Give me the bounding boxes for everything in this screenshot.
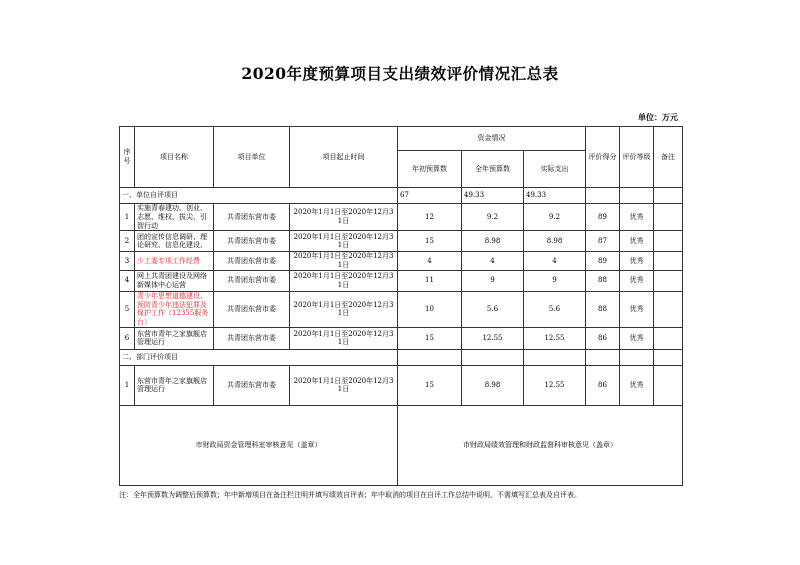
cell-remark <box>654 270 683 291</box>
cell-actual: 9 <box>524 270 586 291</box>
section-title: 二、部门评价项目 <box>120 349 398 365</box>
header-actual-spend: 实际支出 <box>524 151 586 188</box>
cell-period: 2020年1月1日至2020年12月31日 <box>290 327 398 349</box>
cell-annual: 9.2 <box>462 204 524 231</box>
cell-project-name: 东营市青年之家旗舰店管理运行 <box>135 327 214 349</box>
table-row <box>120 204 683 231</box>
cell-actual: 12.55 <box>524 327 586 349</box>
cell-score: 88 <box>586 270 620 291</box>
cell-project-name: 东营市青年之家旗舰店管理运行 <box>135 365 214 405</box>
cell-project-name: 团的宣传信息调研、理论研究、信息化建设、 <box>135 231 214 252</box>
header-project-unit: 项目单位 <box>214 127 290 188</box>
cell-grade: 优秀 <box>620 252 654 271</box>
cell-remark <box>654 252 683 271</box>
cell-actual: 5.6 <box>524 291 586 327</box>
cell-seq: 4 <box>120 270 135 291</box>
section-total-initial: 67 <box>398 188 462 204</box>
section-total-actual: 49.33 <box>524 188 586 204</box>
table-row <box>120 231 683 252</box>
cell-period: 2020年1月1日至2020年12月31日 <box>290 252 398 271</box>
cell-project-unit: 共青团东营市委 <box>214 231 290 252</box>
cell-project-name: 实施青春建功、创业、志愿、维权、拔尖、引智行动 <box>135 204 214 231</box>
section-title: 一、单位自评项目 <box>120 188 398 204</box>
cell-project-name: 网上共青团建设及网络新媒体中心运营 <box>135 270 214 291</box>
footnote: 注：全年预算数为调整后预算数；年中新增项目在备注栏注明并填写绩效自评表；年中取消的项目在自评工作总结中说明，不需填写汇总表及自评表。 <box>119 491 581 499</box>
summary-table <box>119 126 683 486</box>
signature-row <box>120 405 683 485</box>
section-row <box>120 349 683 365</box>
section-row <box>120 188 683 204</box>
cell-grade: 优秀 <box>620 365 654 405</box>
cell-seq: 3 <box>120 252 135 271</box>
cell-annual: 8.98 <box>462 365 524 405</box>
header-grade: 评价等级 <box>620 127 654 188</box>
cell-annual: 8.98 <box>462 231 524 252</box>
cell-grade: 优秀 <box>620 204 654 231</box>
table-row <box>120 365 683 405</box>
cell-actual: 12.55 <box>524 365 586 405</box>
cell-score: 86 <box>586 365 620 405</box>
signature-right: 市财政局绩效管理和财政监督科审核意见（盖章） <box>398 405 683 485</box>
signature-left: 市财政局资金管理科室审核意见（盖章） <box>120 405 398 485</box>
cell-seq: 1 <box>120 204 135 231</box>
cell-score: 89 <box>586 204 620 231</box>
header-period: 项目起止时间 <box>290 127 398 188</box>
header-funds: 资金情况 <box>398 127 586 151</box>
cell-seq: 1 <box>120 365 135 405</box>
cell-remark <box>654 327 683 349</box>
cell-remark <box>654 204 683 231</box>
cell-remark <box>654 231 683 252</box>
header-score: 评价得分 <box>586 127 620 188</box>
cell-grade: 优秀 <box>620 270 654 291</box>
header-annual-budget: 全年预算数 <box>462 151 524 188</box>
cell-period: 2020年1月1日至2020年12月31日 <box>290 291 398 327</box>
cell-grade: 优秀 <box>620 231 654 252</box>
cell-score: 86 <box>586 327 620 349</box>
cell-period: 2020年1月1日至2020年12月31日 <box>290 231 398 252</box>
cell-seq: 5 <box>120 291 135 327</box>
header-project-name: 项目名称 <box>135 127 214 188</box>
cell-score: 89 <box>586 252 620 271</box>
cell-actual: 9.2 <box>524 204 586 231</box>
cell-initial: 15 <box>398 327 462 349</box>
cell-annual: 4 <box>462 252 524 271</box>
cell-project-name: 少工委专项工作经费 <box>135 252 214 271</box>
cell-project-name: 青少年思想道德建设、预防青少年违法犯罪及保护工作（12355服务台） <box>135 291 214 327</box>
cell-project-unit: 共青团东营市委 <box>214 252 290 271</box>
cell-initial: 15 <box>398 365 462 405</box>
cell-annual: 9 <box>462 270 524 291</box>
cell-score: 87 <box>586 231 620 252</box>
cell-project-unit: 共青团东营市委 <box>214 365 290 405</box>
cell-initial: 12 <box>398 204 462 231</box>
cell-actual: 4 <box>524 252 586 271</box>
cell-initial: 15 <box>398 231 462 252</box>
document-title: 2020年度预算项目支出绩效评价情况汇总表 <box>241 64 559 83</box>
cell-actual: 8.98 <box>524 231 586 252</box>
table-row <box>120 327 683 349</box>
cell-project-unit: 共青团东营市委 <box>214 291 290 327</box>
cell-initial: 10 <box>398 291 462 327</box>
table-row <box>120 252 683 271</box>
cell-initial: 11 <box>398 270 462 291</box>
header-seq: 序号 <box>120 127 135 188</box>
table-row <box>120 291 683 327</box>
cell-initial: 4 <box>398 252 462 271</box>
cell-grade: 优秀 <box>620 291 654 327</box>
cell-project-unit: 共青团东营市委 <box>214 204 290 231</box>
cell-period: 2020年1月1日至2020年12月31日 <box>290 365 398 405</box>
cell-grade: 优秀 <box>620 327 654 349</box>
cell-remark <box>654 365 683 405</box>
table-row <box>120 270 683 291</box>
cell-annual: 5.6 <box>462 291 524 327</box>
section-total-annual: 49.33 <box>462 188 524 204</box>
cell-project-unit: 共青团东营市委 <box>214 270 290 291</box>
unit-label: 单位：万元 <box>638 112 678 122</box>
cell-remark <box>654 291 683 327</box>
cell-seq: 2 <box>120 231 135 252</box>
cell-period: 2020年1月1日至2020年12月31日 <box>290 270 398 291</box>
cell-seq: 6 <box>120 327 135 349</box>
cell-period: 2020年1月1日至2020年12月31日 <box>290 204 398 231</box>
header-initial-budget: 年初预算数 <box>398 151 462 188</box>
header-remark: 备注 <box>654 127 683 188</box>
cell-annual: 12.55 <box>462 327 524 349</box>
cell-project-unit: 共青团东营市委 <box>214 327 290 349</box>
cell-score: 88 <box>586 291 620 327</box>
